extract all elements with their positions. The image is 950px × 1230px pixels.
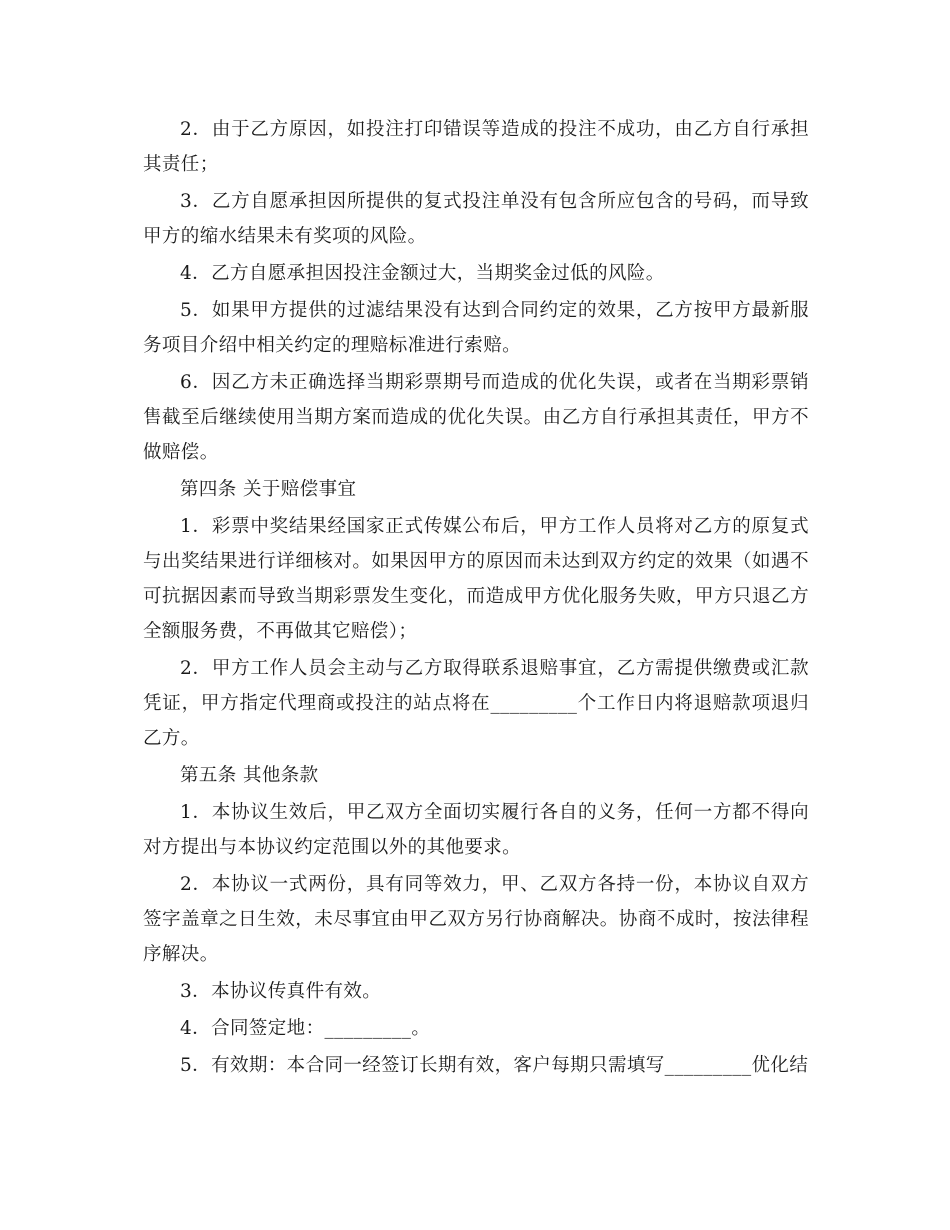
clause-item: 6．因乙方未正确选择当期彩票期号而造成的优化失误，或者在当期彩票销售截至后继续使用当期方案而造成的优化失误。由乙方自行承担其责任，甲方不做赔偿。 [143, 372, 809, 463]
clause-item: 5．有效期：本合同一经签订长期有效，客户每期只需填写_________优化结 [180, 1055, 809, 1076]
clause-item: 3．乙方自愿承担因所提供的复式投注单没有包含所应包含的号码，而导致甲方的缩水结果未有奖项的风险。 [143, 191, 809, 247]
clause-item: 4．乙方自愿承担因投注金额过大，当期奖金过低的风险。 [180, 263, 665, 284]
section-heading-article-5: 第五条 其他条款 [180, 765, 319, 786]
clause-item: 1．彩票中奖结果经国家正式传媒公布后，甲方工作人员将对乙方的原复式与出奖结果进行详细核对。如果因甲方的原因而未达到双方约定的效果（如遇不可抗据因素而导致当期彩票发生变化，而造成甲方优化服务失败，甲方只退乙方全额服务费，不再做其它赔偿）； [143, 516, 809, 642]
clause-item: 5．如果甲方提供的过滤结果没有达到合同约定的效果，乙方按甲方最新服务项目介绍中相关约定的理赔标准进行索赔。 [143, 300, 809, 356]
clause-item: 1．本协议生效后，甲乙双方全面切实履行各自的义务，任何一方都不得向对方提出与本协议约定范围以外的其他要求。 [143, 802, 809, 858]
section-heading-article-4: 第四条 关于赔偿事宜 [180, 479, 357, 500]
clause-item: 4．合同签定地：_________。 [180, 1018, 431, 1039]
clause-item: 2．本协议一式两份，具有同等效力，甲、乙双方各持一份，本协议自双方签字盖章之日生效，未尽事宜由甲乙双方另行协商解决。协商不成时，按法律程序解决。 [143, 874, 809, 965]
clause-item: 2．由于乙方原因，如投注打印错误等造成的投注不成功，由乙方自行承担其责任； [143, 119, 809, 175]
document-page [143, 112, 809, 1083]
clause-item: 3．本协议传真件有效。 [180, 981, 382, 1002]
clause-item: 2．甲方工作人员会主动与乙方取得联系退赔事宜，乙方需提供缴费或汇款凭证，甲方指定代理商或投注的站点将在_________个工作日内将退赔款项退归乙方。 [143, 658, 809, 749]
